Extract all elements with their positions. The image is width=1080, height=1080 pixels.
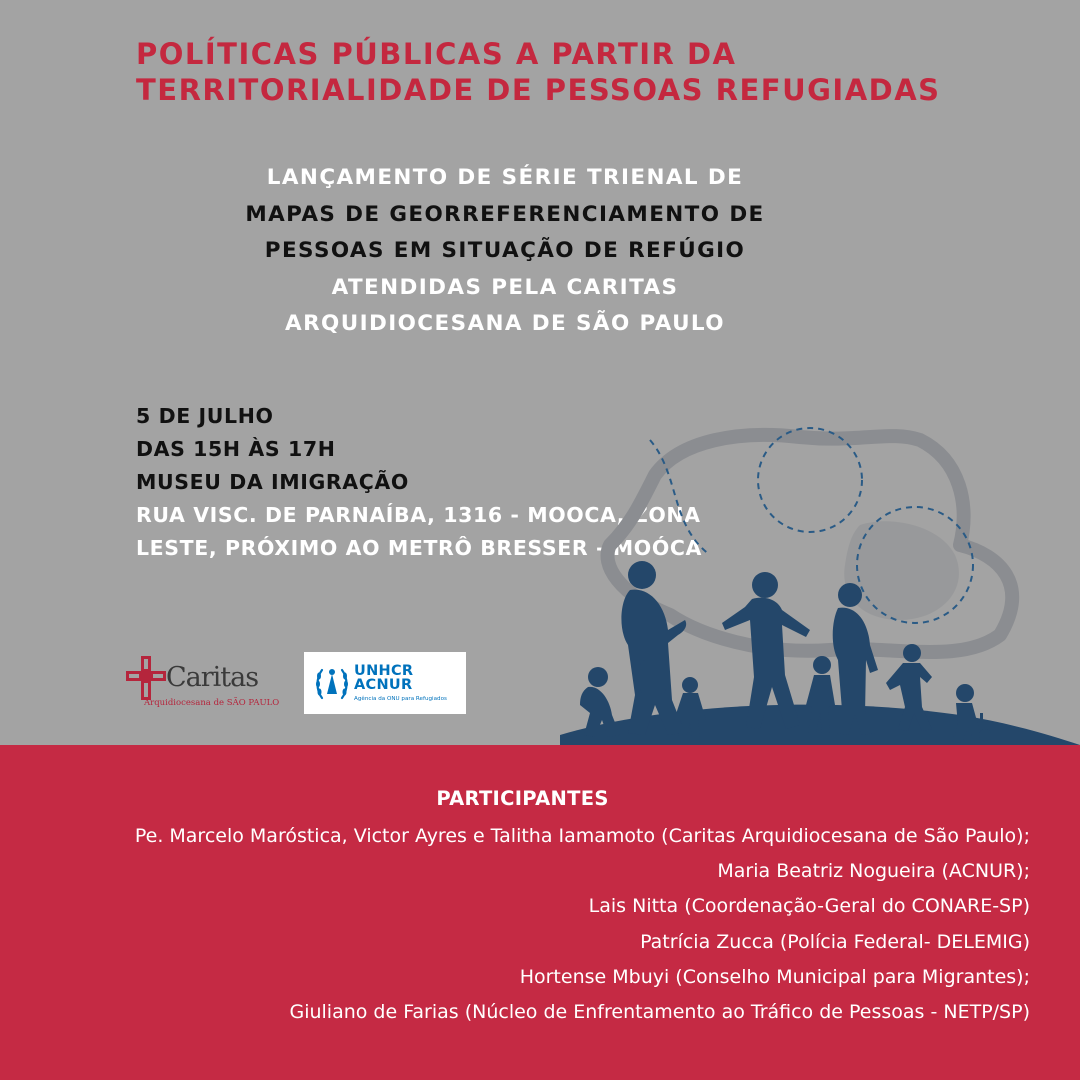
participant-item: Patrícia Zucca (Polícia Federal- DELEMIG): [640, 930, 1030, 953]
event-subtitle: [200, 160, 810, 343]
unhcr-laurel-icon: [314, 664, 350, 702]
event-address-line-2: LESTE, PRÓXIMO AO METRÔ BRESSER - MOÓCA: [136, 536, 702, 560]
subtitle-line-3: PESSOAS EM SITUAÇÃO DE REFÚGIO: [264, 238, 746, 263]
participant-item: Pe. Marcelo Maróstica, Victor Ayres e Talitha Iamamoto (Caritas Arquidiocesana de São Paulo);: [134, 825, 1030, 847]
subtitle-line-5: ARQUIDIOCESANA DE SÃO PAULO: [285, 311, 725, 336]
participant-item: Hortense Mbuyi (Conselho Municipal para Migrantes);: [519, 965, 1030, 988]
subtitle-line-2: MAPAS DE GEORREFERENCIAMENTO DE: [245, 201, 765, 227]
event-time: DAS 15H ÀS 17H: [136, 437, 336, 461]
caritas-logo: [126, 656, 280, 712]
acnur-name: ACNUR: [354, 677, 413, 693]
caritas-subtitle: Arquidiocesana de SÃO PAULO: [144, 698, 280, 708]
participant-item: Lais Nitta (Coordenação-Geral do CONARE-SP): [588, 895, 1030, 918]
refugees-walking-over-map-icon: [560, 415, 1080, 750]
event-date: 5 DE JULHO: [136, 404, 274, 428]
event-title-line-1: POLÍTICAS PÚBLICAS A PARTIR DA: [136, 37, 737, 71]
participants-list: [20, 819, 1030, 1030]
map-inner-shape: [844, 521, 959, 620]
participant-item: Maria Beatriz Nogueira (ACNUR);: [717, 860, 1030, 883]
map-outline-shape: [608, 435, 1013, 652]
subtitle-line-4: ATENDIDAS PELA CARITAS: [331, 274, 679, 300]
unhcr-name: UNHCR: [354, 663, 414, 679]
participant-item: Giuliano de Farias (Núcleo de Enfrentamento ao Tráfico de Pessoas - NETP/SP): [289, 1001, 1030, 1024]
event-title-line-2: TERRITORIALIDADE DE PESSOAS REFUGIADAS: [136, 73, 941, 107]
event-address-line-1: RUA VISC. DE PARNAÍBA, 1316 - MOOCA, ZONA: [136, 503, 701, 527]
caritas-cross-icon: [126, 656, 166, 700]
subtitle-line-1: LANÇAMENTO DE SÉRIE TRIENAL DE: [266, 165, 744, 190]
unhcr-logo: [304, 652, 466, 714]
unhcr-tagline: Agência da ONU para Refugiados: [354, 696, 447, 702]
participants-panel: [0, 745, 1080, 1080]
participants-heading: PARTICIPANTES: [436, 787, 609, 810]
event-venue: MUSEU DA IMIGRAÇÃO: [136, 470, 409, 494]
event-title: [136, 36, 1036, 108]
caritas-name: Caritas: [166, 662, 259, 693]
